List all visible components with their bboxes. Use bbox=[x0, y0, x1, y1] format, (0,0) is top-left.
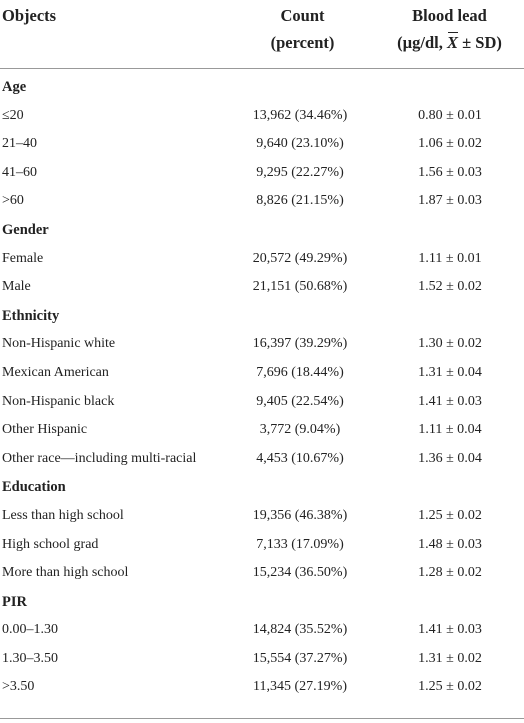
count-cell: 9,295 (22.27%) bbox=[256, 164, 344, 180]
row-label: Non-Hispanic black bbox=[2, 393, 115, 409]
blood-lead-cell: 1.06 ± 0.02 bbox=[418, 136, 482, 152]
count-cell: 16,397 (39.29%) bbox=[252, 336, 348, 352]
count-cell: 3,772 (9.04%) bbox=[259, 422, 341, 438]
table-row bbox=[0, 159, 524, 188]
header-lead-line2 bbox=[375, 29, 524, 56]
table-row bbox=[0, 616, 524, 645]
table-body bbox=[0, 69, 524, 702]
header-count bbox=[235, 2, 370, 56]
section-label: Age bbox=[2, 79, 27, 95]
blood-lead-cell: 1.25 ± 0.02 bbox=[418, 679, 482, 695]
row-label: Other race—including multi-racial bbox=[2, 450, 197, 466]
section-row bbox=[0, 588, 524, 617]
count-cell: 8,826 (21.15%) bbox=[256, 193, 344, 209]
blood-lead-cell: 1.41 ± 0.03 bbox=[418, 393, 482, 409]
row-label: 21–40 bbox=[2, 136, 37, 152]
section-label: Gender bbox=[2, 221, 49, 238]
table-row bbox=[0, 130, 524, 159]
blood-lead-cell: 1.30 ± 0.02 bbox=[418, 336, 482, 352]
count-cell: 4,453 (10.67%) bbox=[256, 450, 344, 466]
table-row bbox=[0, 645, 524, 674]
section-row bbox=[0, 302, 524, 331]
blood-lead-cell: 1.28 ± 0.02 bbox=[418, 565, 482, 581]
section-label: Education bbox=[2, 479, 66, 496]
blood-lead-cell: 1.31 ± 0.04 bbox=[418, 364, 482, 380]
blood-lead-cell: 1.87 ± 0.03 bbox=[418, 193, 482, 209]
count-cell: 15,554 (37.27%) bbox=[252, 650, 348, 666]
row-label: More than high school bbox=[2, 565, 129, 581]
row-label: High school grad bbox=[2, 536, 99, 552]
count-cell: 14,824 (35.52%) bbox=[252, 622, 348, 638]
header-objects bbox=[2, 2, 56, 29]
row-label: ≤20 bbox=[2, 107, 24, 123]
blood-lead-cell: 1.36 ± 0.04 bbox=[418, 450, 482, 466]
blood-lead-cell: 1.48 ± 0.03 bbox=[418, 536, 482, 552]
count-cell: 15,234 (36.50%) bbox=[252, 565, 348, 581]
header-lead-line1: Blood lead bbox=[412, 6, 487, 25]
count-cell: 21,151 (50.68%) bbox=[252, 279, 348, 295]
bottom-rule bbox=[0, 718, 524, 719]
table-row bbox=[0, 187, 524, 216]
count-cell: 9,405 (22.54%) bbox=[256, 393, 344, 409]
blood-lead-cell: 1.11 ± 0.01 bbox=[418, 250, 482, 266]
header-count-line1: Count bbox=[280, 6, 325, 25]
table-header bbox=[0, 0, 524, 69]
count-cell: 11,345 (27.19%) bbox=[253, 679, 347, 695]
blood-lead-cell: 1.11 ± 0.04 bbox=[418, 422, 482, 438]
section-row bbox=[0, 473, 524, 502]
blood-lead-cell: 1.41 ± 0.03 bbox=[418, 622, 482, 638]
table-row bbox=[0, 330, 524, 359]
table-row bbox=[0, 245, 524, 274]
row-label: >60 bbox=[2, 193, 24, 209]
blood-lead-cell: 1.56 ± 0.03 bbox=[418, 164, 482, 180]
table-row bbox=[0, 559, 524, 588]
table-row bbox=[0, 502, 524, 531]
table-row bbox=[0, 531, 524, 560]
table-row bbox=[0, 388, 524, 417]
section-label: PIR bbox=[2, 593, 27, 610]
section-label: Ethnicity bbox=[2, 307, 60, 324]
table-row bbox=[0, 273, 524, 302]
header-count-line2: (percent) bbox=[270, 33, 335, 52]
blood-lead-cell: 0.80 ± 0.01 bbox=[418, 107, 482, 123]
row-label: 1.30–3.50 bbox=[2, 650, 58, 666]
count-cell: 7,133 (17.09%) bbox=[256, 536, 344, 552]
header-blood-lead bbox=[375, 2, 524, 56]
row-label: Mexican American bbox=[2, 364, 109, 380]
header-lead-mean-symbol: X bbox=[447, 29, 458, 56]
table-row bbox=[0, 416, 524, 445]
row-label: Female bbox=[2, 250, 44, 266]
blood-lead-cell: 1.25 ± 0.02 bbox=[418, 507, 482, 523]
row-label: Less than high school bbox=[2, 507, 124, 523]
table-row bbox=[0, 102, 524, 131]
blood-lead-cell: 1.31 ± 0.02 bbox=[418, 650, 482, 666]
header-lead-unit: (µg/dl, bbox=[397, 33, 447, 52]
row-label: 41–60 bbox=[2, 164, 37, 180]
table-row bbox=[0, 445, 524, 474]
section-row bbox=[0, 73, 524, 102]
table-row bbox=[0, 673, 524, 702]
section-row bbox=[0, 216, 524, 245]
row-label: Male bbox=[2, 279, 31, 295]
header-lead-sd: ± SD) bbox=[457, 33, 502, 52]
blood-lead-cell: 1.52 ± 0.02 bbox=[418, 279, 482, 295]
row-label: 0.00–1.30 bbox=[2, 622, 58, 638]
row-label: Non-Hispanic white bbox=[2, 336, 116, 352]
table-row bbox=[0, 359, 524, 388]
count-cell: 7,696 (18.44%) bbox=[256, 364, 344, 380]
count-cell: 20,572 (49.29%) bbox=[252, 250, 348, 266]
row-label: >3.50 bbox=[2, 679, 35, 695]
header-objects-label: Objects bbox=[2, 6, 57, 25]
row-label: Other Hispanic bbox=[2, 422, 88, 438]
count-cell: 13,962 (34.46%) bbox=[252, 107, 348, 123]
count-cell: 9,640 (23.10%) bbox=[256, 136, 344, 152]
count-cell: 19,356 (46.38%) bbox=[252, 507, 348, 523]
